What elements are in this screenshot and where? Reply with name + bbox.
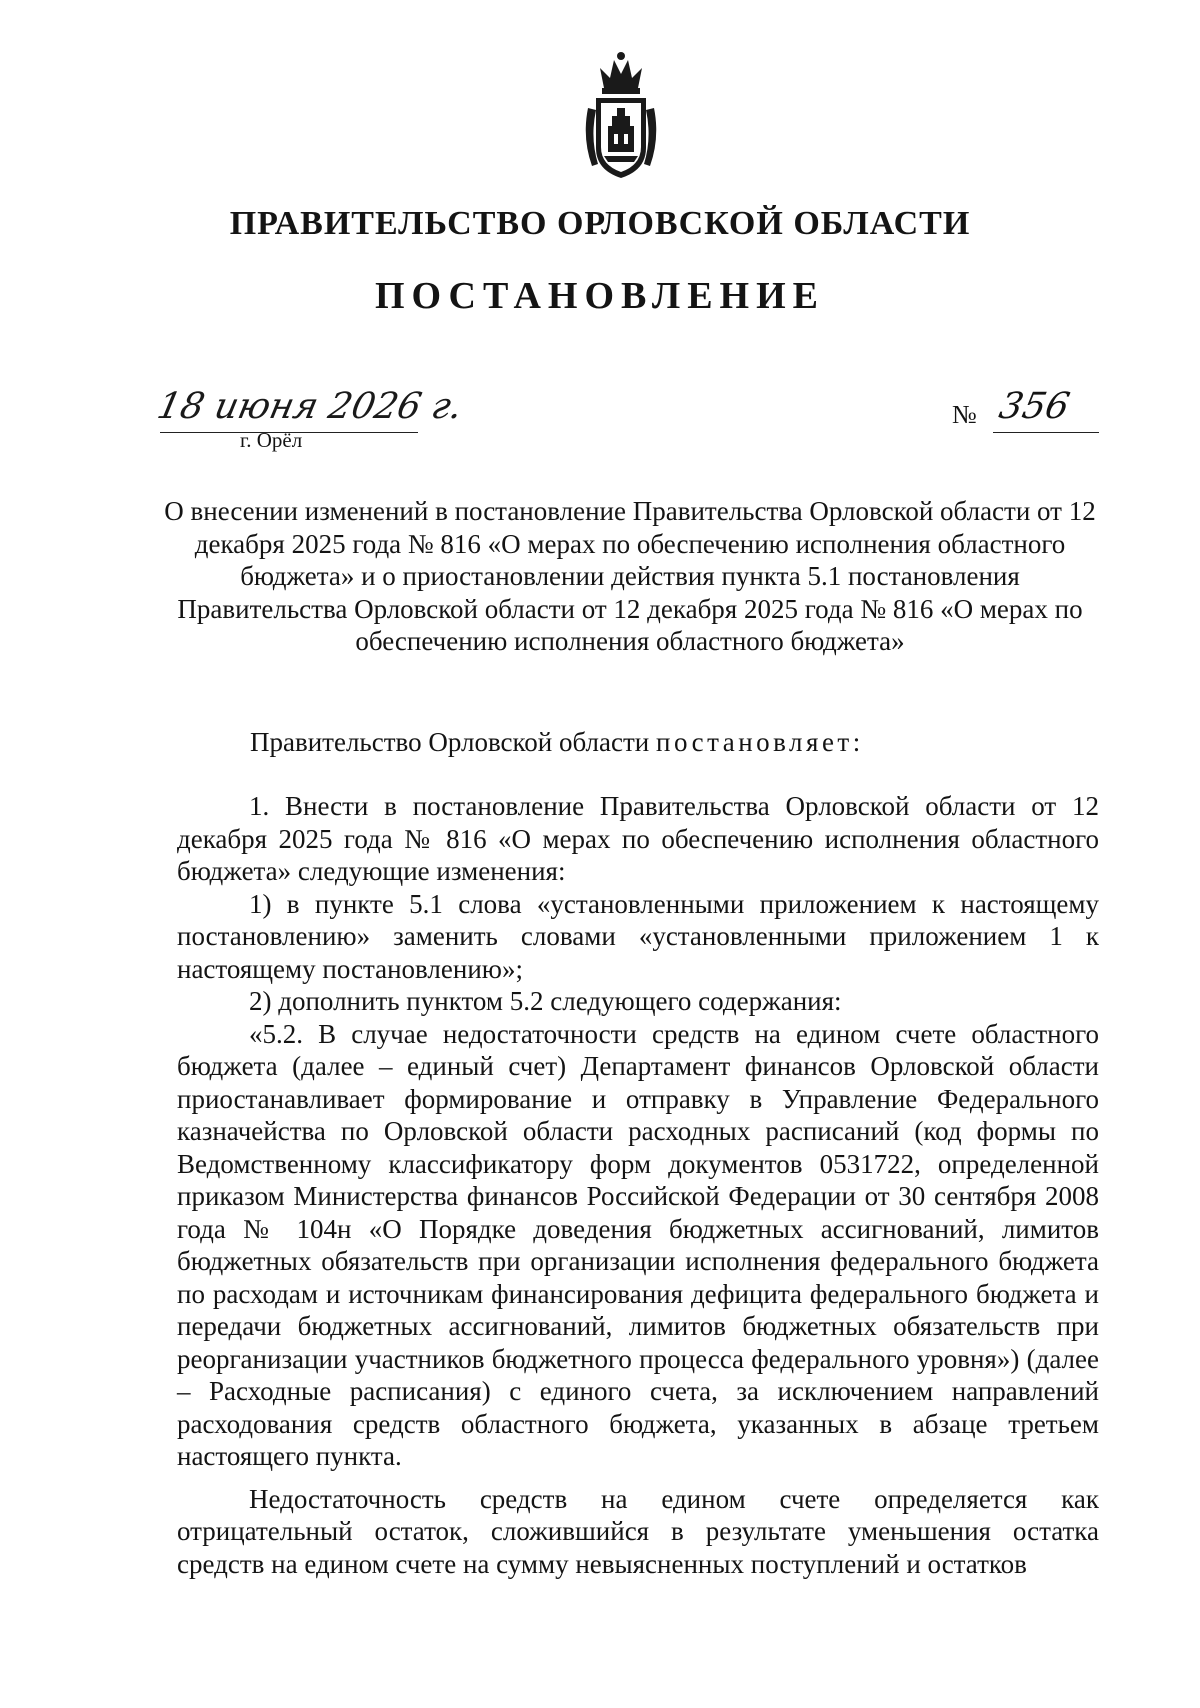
paragraph: «5.2. В случае недостаточности средств на едином счете областного бюджета (далее – единый счет) Департамент финансов Орловской области приостанавливает формирование и отправку в Управление Федерального казначейства по Орловской области расходных расписаний (код формы по Ведомственному классификатору форм документов 0531722, определенной приказом Министерства финансов Российской Федерации от 30 сентября 2008 года № 104н «О Порядке доведения бюджетных ассигнований, лимитов бюджетных обязательств при организации исполнения федерального бюджета по расходам и источникам финансирования дефицита федерального бюджета и передачи бюджетных ассигнований, лимитов бюджетных обязательств при реорганизации участников бюджетного процесса федерального уровня») (далее – Расходные расписания) с единого счета, за исключением направлений расходования средств областного бюджета, указанных в абзаце третьем настоящего пункта.: [177, 1018, 1099, 1471]
handwritten-date: 18 июня 2026 г.: [153, 386, 467, 427]
paragraph: Недостаточность средств на едином счете определяется как отрицательный остаток, сложившийся в результате уменьшения остатка средств на едином счете на сумму невыясненных поступлений и остатков: [177, 1483, 1099, 1579]
number-label: №: [952, 400, 977, 429]
coat-of-arms-icon: [582, 48, 660, 180]
document-title: О внесении изменений в постановление Правительства Орловской области от 12 декабря 2025 года № 816 «О мерах по обеспечению исполнения областного бюджета» и о приостановлении действия пункта 5.1 постановления Правительства Орловской области от 12 декабря 2025 года № 816 «О мерах по обеспечению исполнения областного бюджета»: [164, 496, 1096, 656]
preamble-text: Правительство Орловской области: [250, 727, 656, 757]
handwritten-number: 356: [995, 386, 1074, 427]
document-type: ПОСТАНОВЛЕНИЕ: [374, 275, 826, 317]
city: г. Орёл: [240, 428, 303, 452]
number-underline: [993, 432, 1099, 433]
document-body: [177, 790, 1099, 1580]
paragraph: 2) дополнить пунктом 5.2 следующего содержания:: [249, 986, 842, 1016]
preamble-spaced: постановляет:: [656, 727, 864, 757]
organization-name: ПРАВИТЕЛЬСТВО ОРЛОВСКОЙ ОБЛАСТИ: [229, 205, 971, 242]
paragraph: 1) в пункте 5.1 слова «установленными приложением к настоящему постановлению» заменить словами «установленными приложением 1 к настоящему постановлению»;: [177, 888, 1099, 984]
paragraph: 1. Внести в постановление Правительства Орловской области от 12 декабря 2025 года № 816 «О мерах по обеспечению исполнения областного бюджета» следующие изменения:: [177, 791, 1099, 886]
preamble: [250, 727, 864, 758]
